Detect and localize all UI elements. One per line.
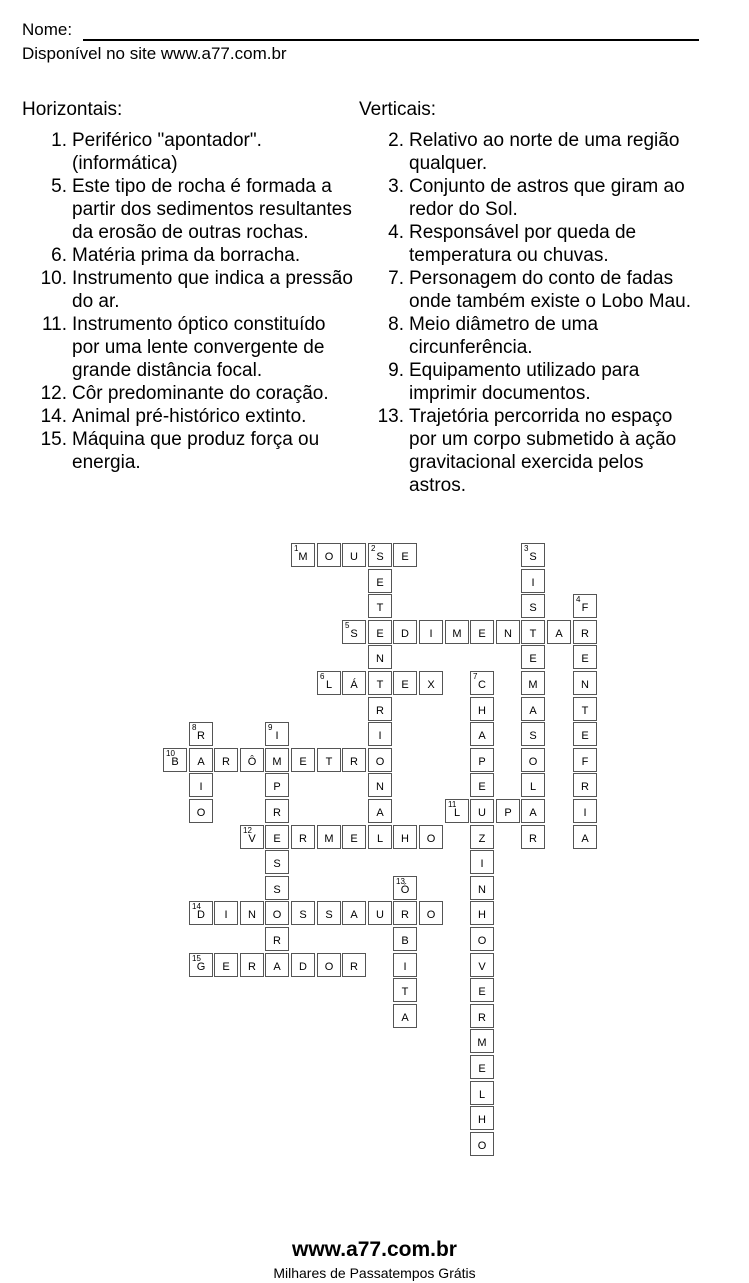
cell-letter: R xyxy=(350,756,358,768)
crossword-cell[interactable] xyxy=(342,620,366,644)
crossword-cell[interactable] xyxy=(470,927,494,951)
cell-letter: M xyxy=(477,1037,487,1049)
cell-letter: E xyxy=(529,653,537,665)
crossword-cell[interactable] xyxy=(214,748,238,772)
crossword-cell[interactable] xyxy=(470,799,494,823)
clue-number: 15. xyxy=(40,429,67,450)
crossword-cell[interactable] xyxy=(393,901,417,925)
crossword-cell[interactable] xyxy=(470,748,494,772)
cell-letter: I xyxy=(403,961,407,973)
cell-letter: I xyxy=(583,807,587,819)
cell-number: 10 xyxy=(166,749,175,758)
crossword-cell[interactable] xyxy=(240,748,264,772)
cell-letter: R xyxy=(376,705,384,717)
cell-letter: E xyxy=(478,628,486,640)
clue-text: Relativo ao norte de uma região qualquer. xyxy=(409,130,680,174)
cell-letter: P xyxy=(504,807,512,819)
cell-letter: T xyxy=(401,986,409,998)
cell-letter: E xyxy=(478,986,486,998)
clue-text: Personagem do conto de fadas onde também existe o Lobo Mau. xyxy=(409,268,692,312)
cell-number: 3 xyxy=(524,544,529,553)
crossword-cell[interactable] xyxy=(240,901,264,925)
crossword-cell[interactable] xyxy=(573,773,597,797)
cell-letter: D xyxy=(299,961,307,973)
crossword-cell[interactable] xyxy=(521,697,545,721)
cell-letter: E xyxy=(401,551,409,563)
clue-text: Instrumento que indica a pressão do ar. xyxy=(72,268,353,312)
cell-letter: N xyxy=(478,884,486,896)
crossword-cell[interactable] xyxy=(470,671,494,695)
cell-number: 15 xyxy=(192,954,201,963)
crossword-cell[interactable] xyxy=(265,799,289,823)
cell-letter: Á xyxy=(350,679,358,691)
cell-letter: E xyxy=(350,833,358,845)
crossword-cell[interactable] xyxy=(445,620,469,644)
crossword-cell[interactable] xyxy=(393,1004,417,1028)
crossword-cell[interactable] xyxy=(317,825,341,849)
crossword-cell[interactable] xyxy=(547,620,571,644)
crossword-cell[interactable] xyxy=(470,978,494,1002)
crossword-cell[interactable] xyxy=(470,901,494,925)
cell-letter: B xyxy=(401,935,409,947)
crossword-cell[interactable] xyxy=(419,825,443,849)
cell-letter: Ô xyxy=(247,756,257,768)
crossword-cell[interactable] xyxy=(573,825,597,849)
cell-number: 11 xyxy=(448,800,457,809)
crossword-cell[interactable] xyxy=(419,620,443,644)
crossword-cell[interactable] xyxy=(521,543,545,567)
clue-number: 2. xyxy=(388,130,404,151)
cell-letter: S xyxy=(529,730,537,742)
cell-letter: E xyxy=(581,730,589,742)
crossword-cell[interactable] xyxy=(342,901,366,925)
crossword-cell[interactable] xyxy=(573,722,597,746)
clue-text: Trajetória percorrida no espaço por um corpo submetido à ação gravitacional exercida pelos astros. xyxy=(409,406,677,496)
cell-letter: O xyxy=(426,833,436,845)
cell-letter: O xyxy=(196,807,206,819)
clue-text: Conjunto de astros que giram ao redor do Sol. xyxy=(409,176,685,220)
crossword-cell[interactable] xyxy=(342,825,366,849)
crossword-cell[interactable] xyxy=(470,953,494,977)
crossword-cell[interactable] xyxy=(393,953,417,977)
cell-letter: P xyxy=(478,756,486,768)
cell-letter: S xyxy=(273,858,281,870)
cell-letter: N xyxy=(248,909,256,921)
crossword-cell[interactable] xyxy=(214,953,238,977)
clue-number: 14. xyxy=(40,406,67,427)
crossword-cell[interactable] xyxy=(470,850,494,874)
clue-text: Equipamento utilizado para imprimir documentos. xyxy=(409,360,640,404)
cell-letter: R xyxy=(197,730,205,742)
cell-number: 7 xyxy=(473,672,478,681)
cell-letter: S xyxy=(273,884,281,896)
cell-letter: H xyxy=(478,705,486,717)
crossword-cell[interactable] xyxy=(342,953,366,977)
clue-number: 3. xyxy=(388,176,404,197)
clue-number: 8. xyxy=(388,314,404,335)
crossword-cell[interactable] xyxy=(496,799,520,823)
crossword-cell[interactable] xyxy=(368,901,392,925)
cell-letter: O xyxy=(375,756,385,768)
cell-number: 1 xyxy=(294,544,299,553)
crossword-cell[interactable] xyxy=(240,825,264,849)
cell-letter: O xyxy=(477,1140,487,1152)
cell-number: 13 xyxy=(396,877,405,886)
cell-letter: A xyxy=(197,756,205,768)
crossword-cell[interactable] xyxy=(521,799,545,823)
crossword-cell[interactable] xyxy=(368,697,392,721)
crossword-cell[interactable] xyxy=(368,748,392,772)
cell-number: 12 xyxy=(243,826,252,835)
cell-letter: U xyxy=(478,807,486,819)
cell-number: 8 xyxy=(192,723,197,732)
cell-letter: A xyxy=(555,628,563,640)
crossword-cell[interactable] xyxy=(265,927,289,951)
cell-letter: X xyxy=(427,679,435,691)
cell-letter: S xyxy=(325,909,333,921)
crossword-cell[interactable] xyxy=(368,722,392,746)
cell-number: 5 xyxy=(345,621,350,630)
crossword-cell[interactable] xyxy=(368,620,392,644)
clue-number: 12. xyxy=(40,383,67,404)
crossword-cell[interactable] xyxy=(317,953,341,977)
crossword-cell[interactable] xyxy=(265,722,289,746)
cell-letter: I xyxy=(275,730,279,742)
cell-letter: T xyxy=(529,628,537,640)
cell-letter: R xyxy=(299,833,307,845)
crossword-cell[interactable] xyxy=(342,748,366,772)
crossword-cell[interactable] xyxy=(189,773,213,797)
cell-letter: S xyxy=(529,602,537,614)
crossword-cell[interactable] xyxy=(265,953,289,977)
crossword-cell[interactable] xyxy=(240,953,264,977)
crossword-cell[interactable] xyxy=(291,748,315,772)
clue-text: Matéria prima da borracha. xyxy=(72,245,301,266)
cell-letter: M xyxy=(324,833,334,845)
cell-letter: R xyxy=(273,807,281,819)
crossword-cell[interactable] xyxy=(317,543,341,567)
crossword-cell[interactable] xyxy=(470,697,494,721)
crossword-cell[interactable] xyxy=(470,620,494,644)
cell-letter: A xyxy=(376,807,384,819)
cell-letter: I xyxy=(480,858,484,870)
cell-letter: N xyxy=(581,679,589,691)
cell-number: 6 xyxy=(320,672,325,681)
crossword-cell[interactable] xyxy=(419,671,443,695)
clue-text: Côr predominante do coração. xyxy=(72,383,329,404)
crossword-cell[interactable] xyxy=(189,901,213,925)
crossword-cell[interactable] xyxy=(189,799,213,823)
cell-letter: I xyxy=(429,628,433,640)
cell-letter: N xyxy=(376,653,384,665)
verticais-title: Verticais: xyxy=(359,99,437,120)
clue-number: 7. xyxy=(388,268,404,289)
cell-letter: R xyxy=(478,1012,486,1024)
crossword-cell[interactable] xyxy=(368,594,392,618)
cell-letter: E xyxy=(401,679,409,691)
cell-letter: P xyxy=(273,781,281,793)
crossword-cell[interactable] xyxy=(189,748,213,772)
crossword-cell[interactable] xyxy=(368,569,392,593)
crossword-cell[interactable] xyxy=(521,748,545,772)
crossword-cell[interactable] xyxy=(265,773,289,797)
cell-letter: A xyxy=(401,1012,409,1024)
cell-letter: O xyxy=(426,909,436,921)
cell-letter: T xyxy=(376,602,384,614)
site-notice: Disponível no site www.a77.com.br xyxy=(22,44,287,63)
crossword-cell[interactable] xyxy=(291,825,315,849)
cell-letter: V xyxy=(478,961,486,973)
cell-letter: T xyxy=(325,756,333,768)
cell-letter: L xyxy=(529,781,537,793)
cell-letter: E xyxy=(376,628,384,640)
crossword-cell[interactable] xyxy=(393,927,417,951)
footer-tagline: Milhares de Passatempos Grátis xyxy=(273,1265,476,1281)
crossword-cell[interactable] xyxy=(573,697,597,721)
clue-text: Este tipo de rocha é formada a partir dos sedimentos resultantes da erosão de outras rochas. xyxy=(72,176,352,243)
crossword-cell[interactable] xyxy=(214,901,238,925)
cell-letter: I xyxy=(199,781,203,793)
cell-letter: Ó xyxy=(400,884,410,896)
crossword-cell[interactable] xyxy=(393,825,417,849)
crossword-cell[interactable] xyxy=(470,1004,494,1028)
clue-text: Animal pré-histórico extinto. xyxy=(72,406,307,427)
clue-text: Responsável por queda de temperatura ou chuvas. xyxy=(409,222,637,266)
cell-letter: H xyxy=(478,1114,486,1126)
crossword-cell[interactable] xyxy=(342,543,366,567)
cell-letter: I xyxy=(531,577,535,589)
cell-letter: N xyxy=(376,781,384,793)
cell-letter: R xyxy=(248,961,256,973)
cell-letter: O xyxy=(324,551,334,563)
cell-letter: O xyxy=(528,756,538,768)
cell-letter: O xyxy=(477,935,487,947)
cell-letter: A xyxy=(581,833,589,845)
horizontais-title: Horizontais: xyxy=(22,99,123,120)
crossword-cell[interactable] xyxy=(393,543,417,567)
cell-letter: A xyxy=(529,807,537,819)
cell-letter: S xyxy=(376,551,384,563)
crossword-cell[interactable] xyxy=(573,620,597,644)
cell-letter: E xyxy=(478,1063,486,1075)
cell-letter: M xyxy=(452,628,462,640)
crossword-cell[interactable] xyxy=(521,645,545,669)
crossword-cell[interactable] xyxy=(368,543,392,567)
crossword-cell[interactable] xyxy=(521,620,545,644)
crossword-cell[interactable] xyxy=(573,671,597,695)
crossword-cell[interactable] xyxy=(265,825,289,849)
crossword-cell[interactable] xyxy=(291,953,315,977)
crossword-cell[interactable] xyxy=(470,825,494,849)
crossword-cell[interactable] xyxy=(291,543,315,567)
cell-number: 2 xyxy=(371,544,376,553)
crossword-cell[interactable] xyxy=(521,569,545,593)
cell-letter: E xyxy=(222,961,230,973)
clue-text: Máquina que produz força ou energia. xyxy=(72,429,320,473)
clue-number: 9. xyxy=(388,360,404,381)
cell-letter: R xyxy=(581,628,589,640)
crossword-cell[interactable] xyxy=(265,901,289,925)
cell-letter: O xyxy=(324,961,334,973)
crossword-cell[interactable] xyxy=(470,1132,494,1156)
cell-number: 9 xyxy=(268,723,273,732)
crossword-cell[interactable] xyxy=(445,799,469,823)
crossword-cell[interactable] xyxy=(521,825,545,849)
cell-letter: F xyxy=(581,602,589,614)
crossword-cell[interactable] xyxy=(496,620,520,644)
cell-letter: L xyxy=(453,807,461,819)
crossword-cell[interactable] xyxy=(368,773,392,797)
crossword-cell[interactable] xyxy=(470,876,494,900)
crossword-cell[interactable] xyxy=(393,671,417,695)
cell-letter: E xyxy=(478,781,486,793)
cell-letter: D xyxy=(197,909,205,921)
cell-letter: R xyxy=(401,909,409,921)
crossword-cell[interactable] xyxy=(573,594,597,618)
crossword-cell[interactable] xyxy=(419,901,443,925)
footer-site: www.a77.com.br xyxy=(292,1238,457,1261)
clue-number: 6. xyxy=(51,245,67,266)
cell-letter: I xyxy=(378,730,382,742)
crossword-cell[interactable] xyxy=(291,901,315,925)
cell-letter: E xyxy=(376,577,384,589)
crossword-cell[interactable] xyxy=(470,1106,494,1130)
cell-letter: A xyxy=(350,909,358,921)
cell-letter: L xyxy=(376,833,384,845)
cell-letter: E xyxy=(299,756,307,768)
cell-letter: E xyxy=(273,833,281,845)
crossword-cell[interactable] xyxy=(393,876,417,900)
cell-letter: F xyxy=(581,756,589,768)
cell-letter: R xyxy=(350,961,358,973)
cell-letter: C xyxy=(478,679,486,691)
crossword-cell[interactable] xyxy=(265,748,289,772)
clue-number: 10. xyxy=(40,268,67,289)
crossword-cell[interactable] xyxy=(521,722,545,746)
cell-letter: R xyxy=(222,756,230,768)
cell-letter: M xyxy=(298,551,308,563)
cell-letter: N xyxy=(504,628,512,640)
crossword-cell[interactable] xyxy=(189,722,213,746)
cell-letter: R xyxy=(581,781,589,793)
crossword-cell[interactable] xyxy=(470,773,494,797)
cell-letter: H xyxy=(401,833,409,845)
cell-letter: H xyxy=(478,909,486,921)
crossword-cell[interactable] xyxy=(368,671,392,695)
cell-letter: R xyxy=(529,833,537,845)
nome-label: Nome: xyxy=(22,20,73,39)
cell-letter: G xyxy=(196,961,206,973)
cell-letter: S xyxy=(350,628,358,640)
cell-letter: L xyxy=(325,679,333,691)
crossword-cell[interactable] xyxy=(368,645,392,669)
crossword-cell[interactable] xyxy=(470,1055,494,1079)
cell-letter: U xyxy=(376,909,384,921)
cell-letter: M xyxy=(272,756,282,768)
cell-letter: S xyxy=(529,551,537,563)
cell-letter: T xyxy=(376,679,384,691)
clue-number: 5. xyxy=(51,176,67,197)
crossword-cell[interactable] xyxy=(189,953,213,977)
crossword-cell[interactable] xyxy=(573,799,597,823)
crossword-cell[interactable] xyxy=(317,748,341,772)
clue-number: 11. xyxy=(41,314,67,335)
crossword-cell[interactable] xyxy=(470,1081,494,1105)
crossword-cell[interactable] xyxy=(317,901,341,925)
clue-number: 4. xyxy=(388,222,404,243)
cell-letter: Z xyxy=(478,833,486,845)
cell-letter: S xyxy=(299,909,307,921)
crossword-cell[interactable] xyxy=(393,620,417,644)
cell-number: 14 xyxy=(192,902,201,911)
clue-text: Instrumento óptico constituído por uma lente convergente de grande distância focal. xyxy=(72,314,326,381)
cell-number: 4 xyxy=(576,595,581,604)
crossword-cell[interactable] xyxy=(521,773,545,797)
crossword-cell[interactable] xyxy=(368,799,392,823)
cell-letter: O xyxy=(272,909,282,921)
cell-letter: E xyxy=(581,653,589,665)
cell-letter: A xyxy=(529,705,537,717)
crossword-cell[interactable] xyxy=(368,825,392,849)
crossword-cell[interactable] xyxy=(163,748,187,772)
cell-letter: T xyxy=(581,705,589,717)
clue-text: Meio diâmetro de uma circunferência. xyxy=(409,314,599,358)
cell-letter: U xyxy=(350,551,358,563)
clue-text: Periférico "apontador". (informática) xyxy=(72,130,262,174)
crossword-cell[interactable] xyxy=(470,722,494,746)
clue-number: 1. xyxy=(51,130,67,151)
cell-letter: B xyxy=(171,756,179,768)
cell-letter: L xyxy=(478,1089,486,1101)
crossword-cell[interactable] xyxy=(521,594,545,618)
clue-number: 13. xyxy=(377,406,404,427)
crossword-cell[interactable] xyxy=(521,671,545,695)
cell-letter: A xyxy=(478,730,486,742)
cell-letter: I xyxy=(224,909,228,921)
crossword-cell[interactable] xyxy=(265,876,289,900)
crossword-cell[interactable] xyxy=(573,645,597,669)
crossword-cell[interactable] xyxy=(470,1029,494,1053)
cell-letter: R xyxy=(273,935,281,947)
crossword-cell[interactable] xyxy=(393,978,417,1002)
cell-letter: M xyxy=(528,679,538,691)
crossword-cell[interactable] xyxy=(265,850,289,874)
cell-letter: V xyxy=(248,833,256,845)
crossword-cell[interactable] xyxy=(317,671,341,695)
crossword-cell[interactable] xyxy=(573,748,597,772)
crossword-cell[interactable] xyxy=(342,671,366,695)
cell-letter: A xyxy=(273,961,281,973)
cell-letter: D xyxy=(401,628,409,640)
